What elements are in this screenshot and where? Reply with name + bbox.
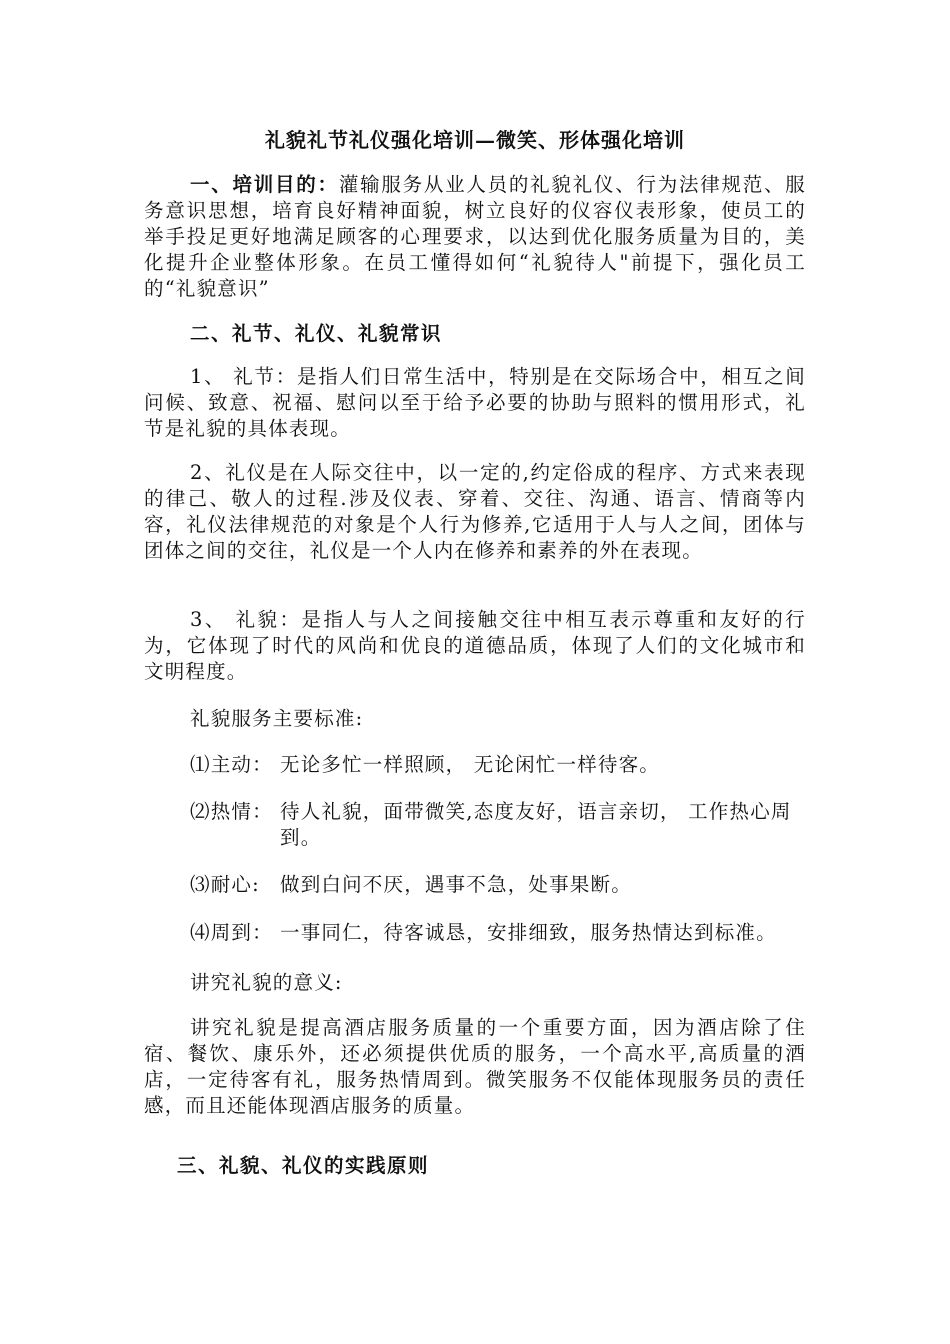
standard-item-1	[190, 752, 810, 778]
standard-label: ⑶耐心:	[190, 873, 260, 896]
section-1-label: 一、培训目的：	[190, 173, 339, 196]
standards-title: 礼貌服务主要标准:	[190, 707, 364, 730]
section-2-heading: 二、礼节、礼仪、礼貌常识	[190, 322, 443, 345]
section-2-item-1: 1、 礼节：是指人们日常生活中，特别是在交际场合中，相互之间问候、致意、祝福、慰问以至于给予必要的协助与照料的惯用形式，礼节是礼貌的具体表现。	[144, 365, 806, 440]
standard-label: ⑵热情：	[190, 800, 273, 823]
document-title: 礼貌礼节礼仪强化培训—微笑、形体强化培训	[265, 128, 685, 152]
standard-label: ⑷周到：	[190, 921, 273, 944]
section-1-paragraph	[144, 172, 806, 302]
standard-text: 一事同仁，待客诚恳，安排细致，服务热情达到标准。	[280, 921, 777, 944]
meaning-title: 讲究礼貌的意义:	[190, 971, 343, 994]
standard-text: 待人礼貌，面带微笑,态度友好，语言亲切， 工作热心周到。	[280, 800, 792, 849]
section-2-item-2: 2、礼仪是在人际交往中，以一定的,约定俗成的程序、方式来表现的律己、敬人的过程.涉及仪表、穿着、交往、沟通、语言、情商等内容，礼仪法律规范的对象是个人行为修养,它适用于人与人之间，团体与团体之间的交往，礼仪是一个人内在修养和素养的外在表现。	[144, 461, 806, 562]
standard-label: ⑴主动：	[190, 753, 273, 776]
meaning-paragraph: 讲究礼貌是提高酒店服务质量的一个重要方面，因为酒店除了住宿、餐饮、康乐外，还必须提供优质的服务，一个高水平,高质量的酒店，一定待客有礼，服务热情周到。微笑服务不仅能体现服务员的责任感，而且还能体现酒店服务的质量。	[144, 1016, 806, 1117]
section-3-heading: 三、礼貌、礼仪的实践原则	[177, 1154, 430, 1177]
standard-item-3	[190, 872, 810, 898]
section-1-text: 灌输服务从业人员的礼貌礼仪、行为法律规范、服务意识思想，培育良好精神面貌，树立良好的仪容仪表形象，使员工的举手投足更好地满足顾客的心理要求，以达到优化服务质量为目的，美化提升企业整体形象。在员工懂得如何“礼貌待人"前提下，强化员工的“礼貌意识”	[144, 173, 806, 300]
standard-text: 做到白问不厌，遇事不急，处事果断。	[280, 873, 632, 896]
section-2-item-3: 3、 礼貌：是指人与人之间接触交往中相互表示尊重和友好的行为，它体现了时代的风尚和优良的道德品质，体现了人们的文化城市和文明程度。	[144, 608, 806, 683]
standard-item-2	[190, 799, 810, 851]
standard-item-4	[190, 920, 810, 946]
standard-text: 无论多忙一样照顾， 无论闲忙一样待客。	[280, 753, 660, 776]
